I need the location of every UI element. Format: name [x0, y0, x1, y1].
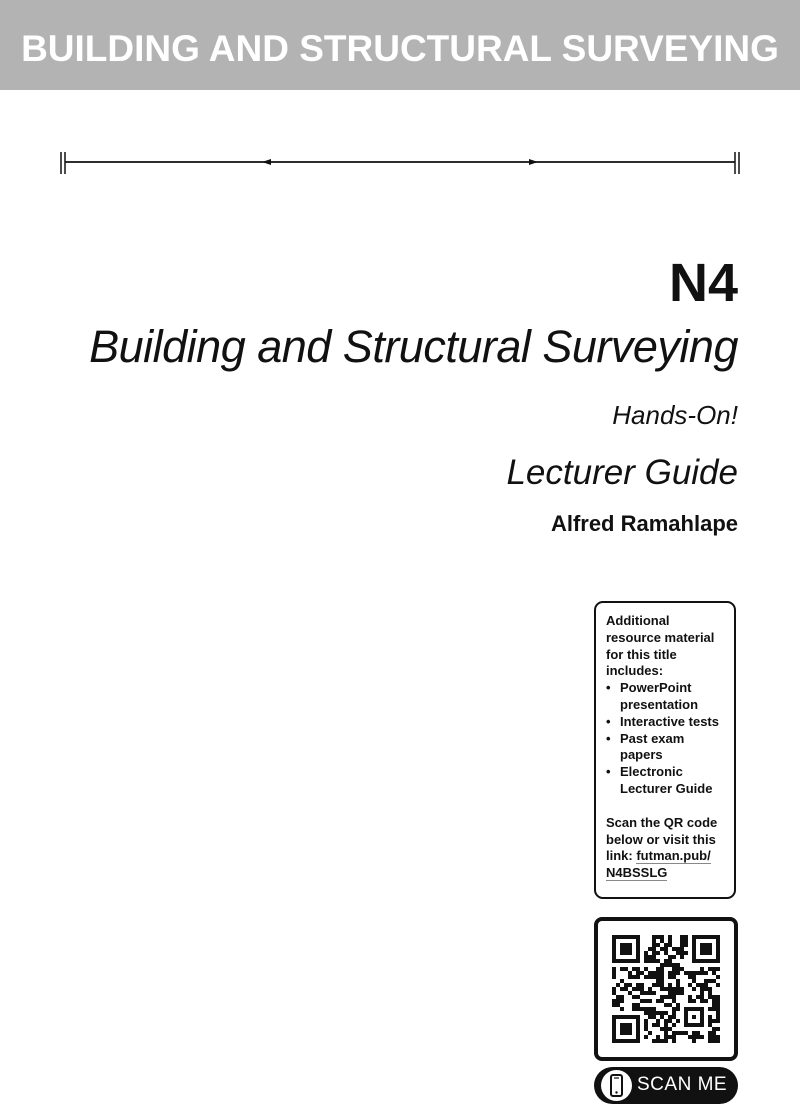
link-prefix: link:: [606, 848, 637, 864]
resource-info-box: [594, 601, 736, 899]
resource-item-line: Lecturer Guide: [620, 780, 713, 796]
resource-intro: [606, 613, 728, 680]
guide-type: Lecturer Guide: [506, 453, 738, 492]
resource-item-line: papers: [620, 747, 663, 763]
scan-instruction-line: below or visit this: [606, 831, 716, 847]
resource-intro-line: Additional: [606, 613, 670, 628]
scan-link-line: [606, 848, 728, 865]
resource-item: [606, 764, 728, 798]
resource-item: [606, 714, 728, 731]
resource-item: [606, 731, 728, 765]
dimension-line-graphic: [55, 148, 745, 178]
resource-item-line: Interactive tests: [620, 713, 719, 729]
top-banner: [0, 0, 800, 90]
resource-item: [606, 680, 728, 714]
resource-intro-line: resource material: [606, 629, 715, 645]
resource-link-part2[interactable]: N4BSSLG: [606, 865, 668, 881]
author-name: Alfred Ramahlape: [550, 511, 738, 536]
book-title: Building and Structural Surveying: [89, 321, 738, 372]
scan-instructions: [606, 815, 728, 882]
grade-level: N4: [668, 253, 738, 313]
resource-item-line: Electronic: [620, 764, 683, 780]
qr-code-frame[interactable]: [594, 917, 738, 1061]
resource-item-line: PowerPoint: [620, 680, 692, 696]
bullet-icon: •: [606, 680, 611, 696]
bullet-icon: •: [606, 713, 611, 729]
resource-item-line: Past exam: [620, 730, 685, 746]
bullet-icon: •: [606, 764, 611, 780]
banner-title: BUILDING AND STRUCTURAL SURVEYING: [21, 28, 779, 69]
smartphone-icon: [601, 1070, 632, 1101]
resource-link-part1[interactable]: futman.pub/: [636, 848, 711, 864]
resource-list: [606, 680, 728, 798]
resource-item-line: presentation: [620, 696, 699, 712]
resource-intro-line: for this title: [606, 646, 677, 662]
scan-me-badge[interactable]: [594, 1067, 738, 1104]
scan-me-label: SCAN ME: [637, 1074, 728, 1095]
scan-instruction-line: Scan the QR code: [606, 814, 718, 830]
resource-intro-line: includes:: [606, 663, 664, 679]
bullet-icon: •: [606, 730, 611, 746]
series-name: Hands-On!: [612, 400, 738, 430]
scan-link-line: [606, 865, 728, 882]
qr-code-icon[interactable]: [612, 935, 720, 1043]
